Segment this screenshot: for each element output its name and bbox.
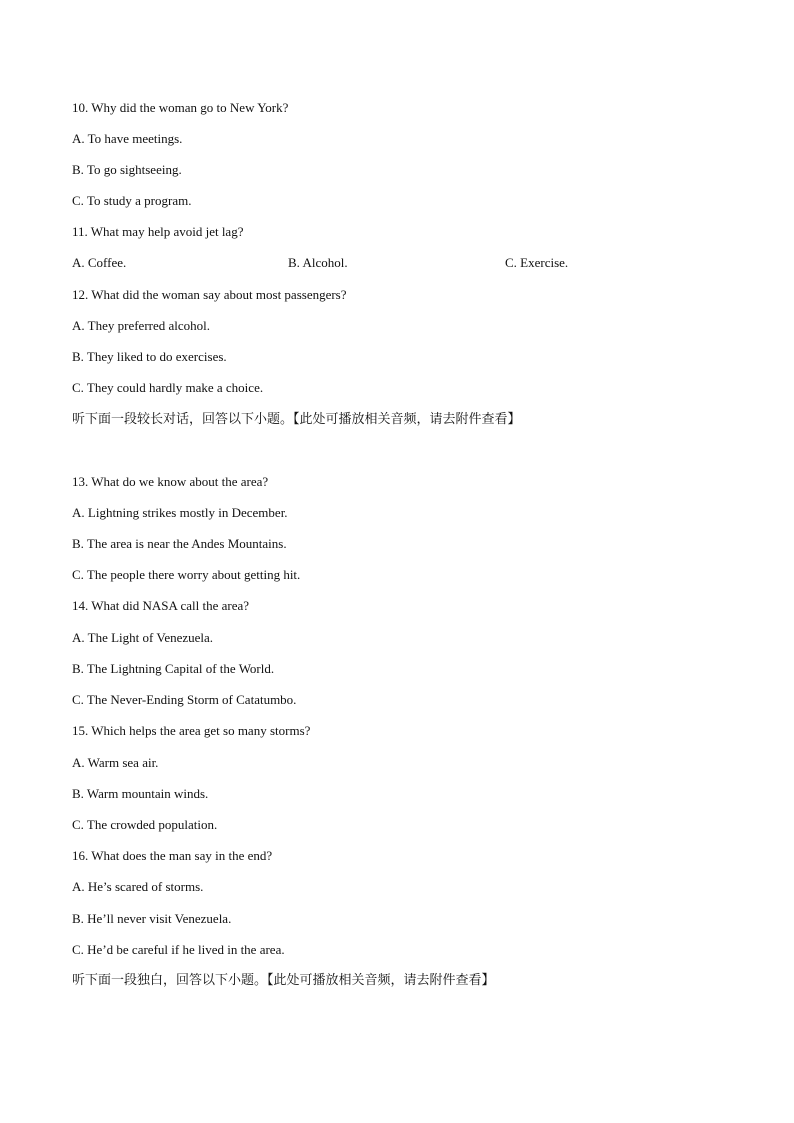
option-row [72, 255, 732, 271]
option-c: C. The people there worry about getting hit. [72, 567, 301, 582]
option-b: B. The Lightning Capital of the World. [72, 661, 275, 676]
option-c: C. The crowded population. [72, 817, 218, 832]
option-b: B. He’ll never visit Venezuela. [72, 911, 232, 926]
option-c: C. The Never-Ending Storm of Catatumbo. [72, 692, 297, 707]
option-a: A. He’s scared of storms. [72, 879, 204, 894]
option-c: C. He’d be careful if he lived in the area. [72, 942, 285, 957]
option-a: A. They preferred alcohol. [72, 318, 211, 333]
option-a: A. The Light of Venezuela. [72, 630, 214, 645]
question-stem: 11. What may help avoid jet lag? [72, 224, 244, 239]
question-stem: 10. Why did the woman go to New York? [72, 100, 289, 115]
listening-instruction: 听下面一段较长对话，回答以下小题。【此处可播放相关音频，请去附件查看】 [72, 412, 521, 427]
question-stem: 14. What did NASA call the area? [72, 598, 250, 613]
option-b: B. To go sightseeing. [72, 162, 182, 177]
option-b: B. Alcohol. [288, 255, 348, 270]
option-c: C. They could hardly make a choice. [72, 380, 264, 395]
option-a: A. To have meetings. [72, 131, 183, 146]
question-stem: 12. What did the woman say about most passengers? [72, 287, 347, 302]
question-stem: 15. Which helps the area get so many storms? [72, 723, 311, 738]
listening-instruction: 听下面一段独白，回答以下小题。【此处可播放相关音频，请去附件查看】 [72, 973, 495, 988]
option-c: C. To study a program. [72, 193, 192, 208]
option-a: A. Warm sea air. [72, 755, 159, 770]
option-b: B. Warm mountain winds. [72, 786, 209, 801]
question-stem: 13. What do we know about the area? [72, 474, 269, 489]
option-c: C. Exercise. [505, 255, 569, 270]
option-b: B. The area is near the Andes Mountains. [72, 536, 287, 551]
option-a: A. Coffee. [72, 255, 127, 270]
option-a: A. Lightning strikes mostly in December. [72, 505, 288, 520]
question-stem: 16. What does the man say in the end? [72, 848, 273, 863]
option-b: B. They liked to do exercises. [72, 349, 227, 364]
